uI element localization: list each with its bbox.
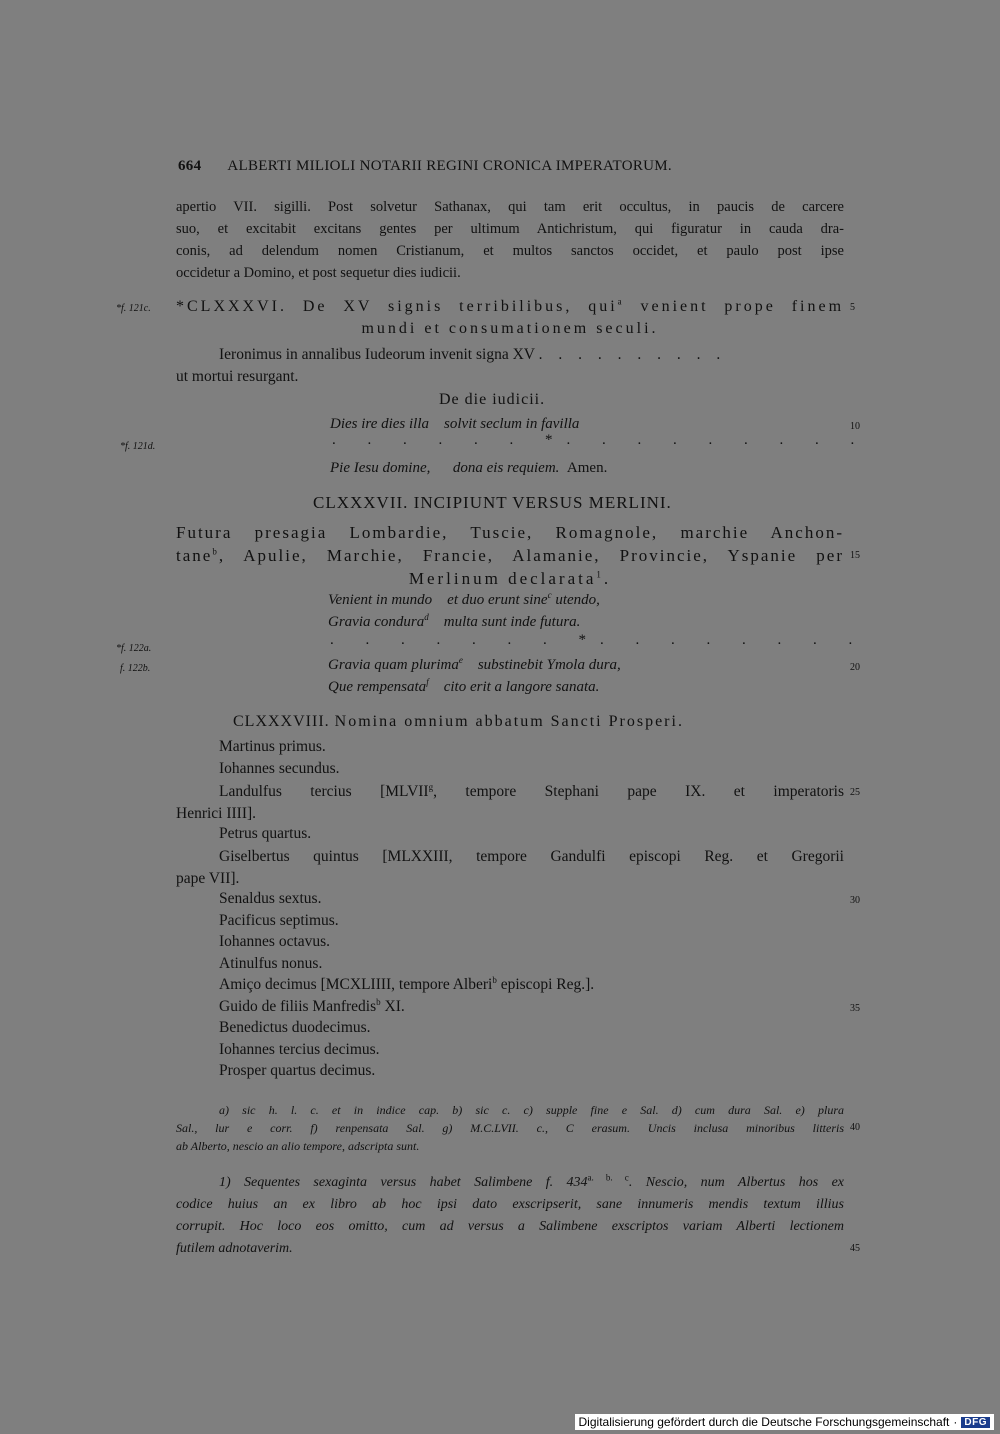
abbot-list-item: Martinus primus. [219,738,326,755]
omission-dots: . . . . . . *. . . . . . . . . [332,432,869,448]
text-line: Giselbertus quintus [MLXXIII, tempore Gandulfi episcopi Reg. et Gregorii [219,848,844,865]
ellipsis-dots: . . . . . . . . . . [538,346,727,363]
verse-half: substinebit Ymola dura, [477,657,621,673]
footnote-mark: e [458,655,463,665]
verse-half: Venient in mundo [328,592,433,608]
text-line [176,544,844,567]
title-text: venient prope finem [640,298,845,315]
verse-half: Gravia condura [328,614,425,630]
footnote-mark: b [376,996,381,1007]
footnote-mark: g [428,781,434,792]
line-number: 30 [850,895,860,906]
text-span: episcopi Reg.]. [496,976,595,993]
text-span: Amiço decimus [MCXLIIII, tempore Alberi [219,976,493,993]
footnote-line: corrupit. Hoc loco eos omitto, cum ad versus a Salimbene exscriptos variam Alberti lectionem [176,1219,844,1234]
abbot-list-item [176,846,844,890]
chapter-title: Nomina omnium abbatum Sancti Prosperi. [334,713,684,730]
verse-line [330,416,579,433]
footnote-line [176,1172,844,1194]
line-number: 10 [850,421,860,432]
abbot-list-item: Prosper quartus decimus. [219,1062,376,1079]
text-line: conis, ad delendum nomen Cristianum, et multos sanctos occidet, et paulo post ipse [176,243,844,259]
chapter-186-title [176,296,844,340]
chapter-187-heading: CLXXXVII. INCIPIUNT VERSUS MERLINI. [313,493,672,512]
text-line [176,781,844,803]
chapter-188-heading [233,713,684,731]
abbot-list-item: Petrus quartus. [219,825,312,842]
verse-half: Que rempensata [328,679,427,695]
dfg-logo: DFG [961,1417,990,1428]
text-span: Merlinum declarata [408,569,597,588]
verse-line [328,592,600,609]
footnote-mark: b [212,546,219,557]
text-span: Ieronimus in annalibus Iudeorum invenit signa XV [219,346,535,363]
note-line: ab Alberto, nescio an alio tempore, adscripta sunt. [176,1139,420,1153]
footnote-mark: b [492,974,497,985]
abbot-list-item: Benedictus duodecimus. [219,1019,371,1036]
abbot-list-item: Pacificus septimus. [219,912,339,929]
chapter-186-text [176,344,844,388]
abbot-list-item: Iohannes tercius decimus. [219,1041,380,1058]
page-header [178,158,768,175]
abbot-list-item [219,998,405,1016]
verse-half: cito erit a langore sanata. [443,679,600,695]
text-line [176,567,844,590]
text-line [176,344,844,366]
verse-half: dona eis requiem. [452,460,560,476]
text-line: ut mortui resurgant. [176,368,299,385]
funding-credit-text: Digitalisierung gefördert durch die Deutsche Forschungsgemeinschaft [578,1415,950,1429]
text-span: , Apulie, Marchie, Francie, Alamanie, Provincie, Yspanie per [218,546,844,565]
abbot-list-item [176,781,844,825]
line-number: 5 [850,302,855,313]
margin-folio-ref: f. 122b. [120,663,151,674]
line-number: 15 [850,550,860,561]
text-line: Henrici IIII]. [176,805,257,822]
text-span: Guido de filiis Manfredis [219,998,377,1015]
text-span: tane [176,546,213,565]
text-span: , tempore Stephani pape IX. et imperatoris [433,783,845,800]
text-line: apertio VII. sigilli. Post solvetur Sathanax, qui tam erit occultus, in paucis de carcere [176,199,844,215]
abbot-list-item: Senaldus sextus. [219,890,322,907]
note-line: a) sic h. l. c. et in indice cap. b) sic c. c) supple fine e Sal. d) cum dura Sal. e) plura [219,1103,844,1117]
verse-line [328,614,580,631]
text-span: . Nescio, num Albertus hos ex [628,1175,844,1190]
line-number: 35 [850,1003,860,1014]
text-span: XI. [380,998,405,1015]
footnote-mark: a. b. c [587,1172,629,1183]
chapter-187-intro [176,521,844,590]
verse-half: Pie Iesu domine, [330,460,431,476]
footnote-line: codice huius an ex libro ab hoc ipsi dato exscripserit, sane innumeris mendis textum illius [176,1197,844,1212]
page-number: 664 [178,158,202,174]
verse-half: utendo, [555,592,600,608]
funding-credit-bar [575,1414,994,1430]
line-number: 20 [850,662,860,673]
verse-line [328,679,599,696]
title-text: De XV signis terribilibus, qui [302,298,618,315]
text-line: occidetur a Domino, et post sequetur dies iudicii. [176,265,461,281]
chapter-number: CLXXXVIII. [233,713,330,730]
abbot-list-item: Atinulfus nonus. [219,955,323,972]
line-number: 40 [850,1122,860,1133]
footnote-mark: a [617,296,625,307]
margin-folio-ref: *f. 122a. [116,643,152,654]
subheading: De die iudicii. [439,391,546,408]
verse-half: Dies ire dies illa [330,416,430,432]
text-line: suo, et excitabit excitans gentes per ultimum Antichristum, qui figuratur in cauda dra- [176,221,844,237]
chapter-title-line: mundi et consumationem seculi. [361,320,659,337]
margin-folio-ref: *f. 121c. [116,303,151,314]
footnote-mark: f [426,677,429,687]
verse-half: multa sunt inde futura. [443,614,581,630]
note-line: Sal., lur e corr. f) renpensata Sal. g) M.C.LVII. c., C erasum. Uncis inclusa minoribus litteris [176,1121,844,1135]
line-number: 25 [850,787,860,798]
verse-half: solvit seclum in favilla [444,416,580,432]
abbot-list-item: Iohannes octavus. [219,933,331,950]
footnote-mark: 1 [596,569,604,580]
text-span: Landulfus tercius [MLVII [219,783,429,800]
omission-dots: . . . . . . . *. . . . . . . . [330,632,867,648]
running-title: ALBERTI MILIOLI NOTARII REGINI CRONICA IMPERATORUM. [227,158,672,174]
chapter-title-line [176,296,844,318]
abbot-list-item [219,976,594,994]
abbot-list-item: Iohannes secundus. [219,760,340,777]
verse-half: Amen. [566,460,608,476]
verse-line [330,460,607,477]
footnote [176,1172,844,1260]
footnote-line: futilem adnotaverim. [176,1241,293,1256]
chapter-number: *CLXXXVI. [176,298,287,315]
critical-apparatus [176,1101,844,1155]
verse-half: et duo erunt sine [447,592,548,608]
text-line: pape VII]. [176,870,240,887]
verse-line [328,657,621,674]
text-line: Futura presagia Lombardie, Tuscie, Romagnole, marchie Anchon- [176,523,844,542]
intro-paragraph [176,196,844,284]
verse-half: Gravia quam plurima [328,657,459,673]
line-number: 45 [850,1243,860,1254]
footnote-mark: c [547,590,552,600]
footnote-mark: d [424,612,429,622]
margin-folio-ref: *f. 121d. [120,441,156,452]
text-span: 1) Sequentes sexaginta versus habet Salimbene f. 434 [219,1175,588,1190]
separator-dot: · [953,1415,958,1429]
text-span: . [603,569,612,588]
